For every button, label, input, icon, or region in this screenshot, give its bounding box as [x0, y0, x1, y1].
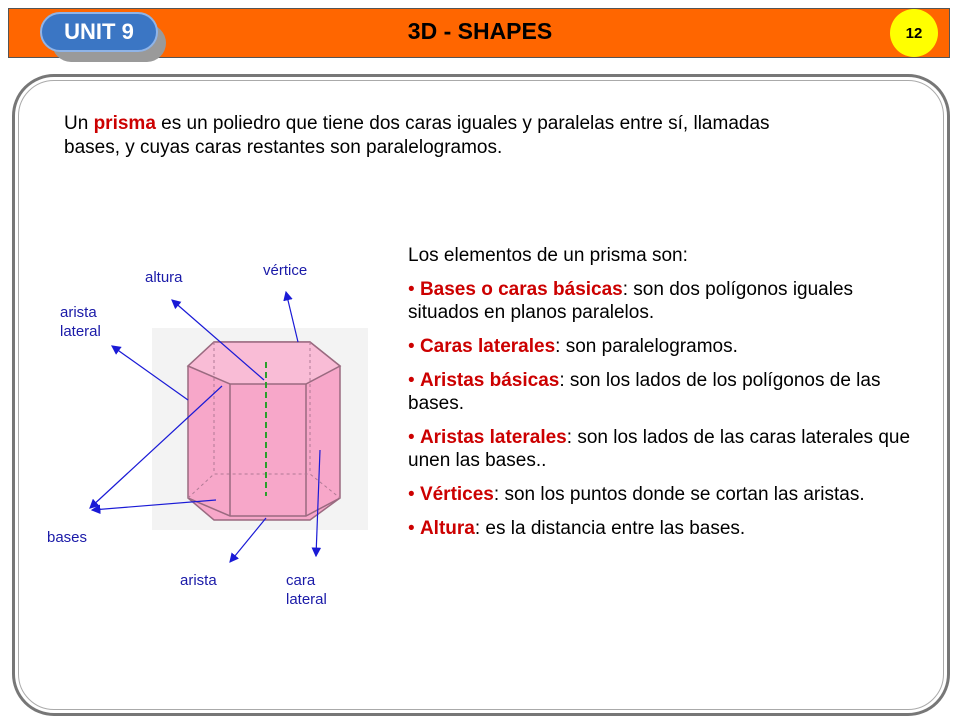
bullet-icon: •: [408, 427, 415, 448]
item-text: : son paralelogramos.: [555, 336, 738, 357]
item-text: : son los lados de las caras laterales que unen las bases..: [408, 427, 911, 471]
item-text: : son los lados de los polígonos de las bases.: [408, 370, 881, 414]
label-cara-lateral: [286, 571, 327, 609]
bullet-icon: •: [408, 279, 415, 300]
item-text: : son los puntos donde se cortan las aristas.: [493, 484, 865, 505]
label-cara-lateral-line1: cara: [286, 572, 316, 589]
intro-after: es un poliedro que tiene dos caras iguales y paralelas entre sí, llamadas bases, y cuyas caras restantes son paralelogramos.: [64, 113, 770, 158]
list-item: [408, 483, 918, 506]
label-arista-lateral-line1: arista: [60, 304, 97, 321]
item-text: : es la distancia entre las bases.: [474, 518, 746, 539]
bullet-icon: •: [408, 370, 415, 391]
list-item: [408, 517, 918, 540]
intro-before: Un: [64, 113, 94, 134]
page-number: 12: [890, 9, 938, 57]
label-cara-lateral-line2: lateral: [286, 591, 327, 608]
label-arista-lateral: [60, 303, 101, 341]
bullet-icon: •: [408, 518, 415, 539]
unit-badge[interactable]: UNIT 9: [40, 12, 158, 52]
bullet-icon: •: [408, 336, 415, 357]
label-arista-lateral-line2: lateral: [60, 323, 101, 340]
label-bases: bases: [47, 529, 88, 546]
intro-paragraph: [64, 112, 824, 160]
item-term: Aristas básicas: [419, 370, 560, 391]
intro-keyword: prisma: [93, 113, 156, 134]
item-term: Aristas laterales: [419, 427, 567, 448]
item-term: Bases o caras básicas: [419, 279, 623, 300]
item-term: Altura: [419, 518, 475, 539]
label-vertice: vértice: [263, 262, 308, 279]
bullet-icon: •: [408, 484, 415, 505]
item-text: : son dos polígonos iguales situados en planos paralelos.: [408, 279, 854, 323]
elements-list: [408, 244, 918, 551]
label-altura: altura: [145, 269, 183, 286]
page-title: 3D - SHAPES: [407, 18, 553, 44]
item-term: Caras laterales: [419, 336, 556, 357]
label-arista: arista: [180, 572, 217, 589]
elements-heading: Los elementos de un prisma son:: [408, 245, 688, 266]
list-item: [408, 335, 918, 358]
list-item: [408, 369, 918, 415]
item-term: Vértices: [419, 484, 494, 505]
list-item: [408, 278, 918, 324]
list-item: [408, 426, 918, 472]
